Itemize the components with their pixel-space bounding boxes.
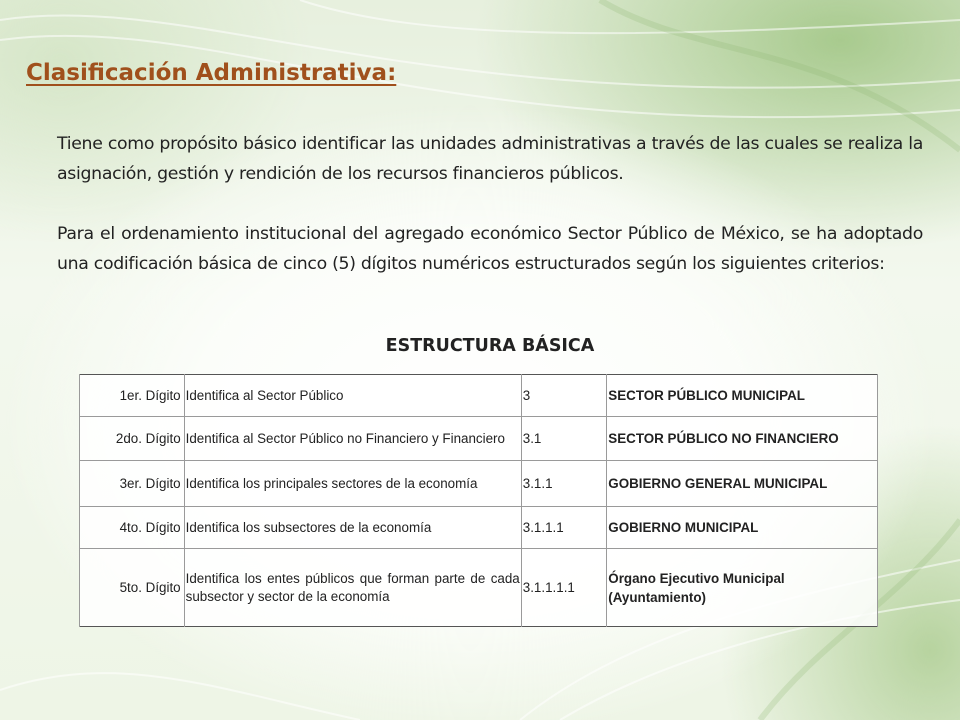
code-cell: 3.1.1.1 <box>521 507 607 549</box>
table-row <box>80 549 878 627</box>
table-title: ESTRUCTURA BÁSICA <box>385 336 595 356</box>
digit-cell: 3er. Dígito <box>80 461 185 507</box>
table-row <box>80 461 878 507</box>
digit-cell: 1er. Dígito <box>80 375 185 417</box>
digit-cell: 4to. Dígito <box>80 507 185 549</box>
sector-cell: SECTOR PÚBLICO MUNICIPAL <box>607 375 878 417</box>
sector-cell: GOBIERNO GENERAL MUNICIPAL <box>607 461 878 507</box>
code-cell: 3.1.1.1.1 <box>521 549 607 627</box>
code-cell: 3.1 <box>521 417 607 461</box>
structure-table <box>79 374 878 627</box>
description-cell: Identifica los subsectores de la economía <box>184 507 521 549</box>
slide-title: Clasificación Administrativa: <box>26 60 397 86</box>
intro-paragraph: Tiene como propósito básico identificar las unidades administrativas a través de las cuales se realiza la asignación, gestión y rendición de los recursos financieros públicos. <box>57 134 923 184</box>
code-cell: 3 <box>521 375 607 417</box>
digit-cell: 2do. Dígito <box>80 417 185 461</box>
description-cell: Identifica al Sector Público no Financiero y Financiero <box>184 417 521 461</box>
sector-cell: GOBIERNO MUNICIPAL <box>607 507 878 549</box>
table-row <box>80 417 878 461</box>
sector-cell: SECTOR PÚBLICO NO FINANCIERO <box>607 417 878 461</box>
description-cell: Identifica al Sector Público <box>184 375 521 417</box>
table-row <box>80 507 878 549</box>
code-cell: 3.1.1 <box>521 461 607 507</box>
table-row <box>80 375 878 417</box>
sector-cell: Órgano Ejecutivo Municipal (Ayuntamiento) <box>607 549 878 627</box>
description-cell: Identifica los entes públicos que forman parte de cada subsector y sector de la economía <box>184 549 521 627</box>
criteria-paragraph: Para el ordenamiento institucional del agregado económico Sector Público de México, se ha adoptado una codificación básica de cinco (5) dígitos numéricos estructurados según los siguientes criterios: <box>57 224 923 274</box>
digit-cell: 5to. Dígito <box>80 549 185 627</box>
description-cell: Identifica los principales sectores de la economía <box>184 461 521 507</box>
